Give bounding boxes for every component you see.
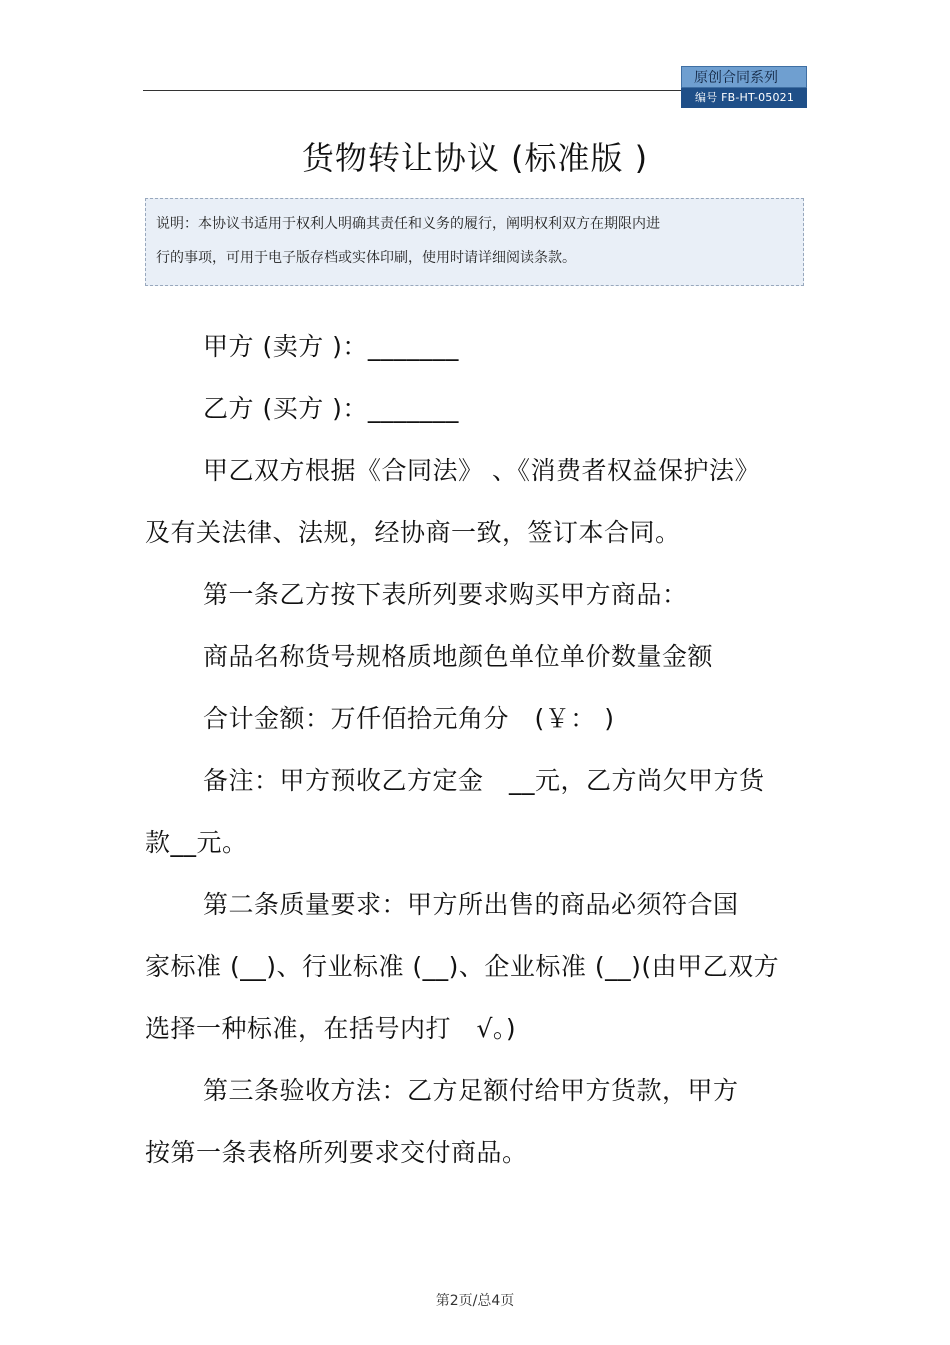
article-3-line-1: 第三条验收方法：乙方足额付给甲方货款，甲方	[203, 1076, 739, 1105]
goods-columns-line: 商品名称货号规格质地颜色单位单价数量金额	[203, 642, 714, 671]
document-title: 货物转让协议 (标准版 )	[301, 139, 649, 177]
remarks-line-2: 款__元。	[145, 828, 248, 857]
article-2-line-3: 选择一种标准，在括号内打 √。)	[145, 1014, 517, 1043]
total-amount-line: 合计金额：万仟佰拾元角分 (￥： )	[203, 704, 615, 733]
header-rule	[143, 90, 681, 91]
preamble-line-1: 甲乙双方根据《合同法》 、《消费者权益保护法》	[203, 456, 760, 485]
series-code: 编号 FB-HT-05021	[681, 88, 807, 108]
instruction-note	[145, 198, 804, 286]
series-badge	[681, 66, 807, 108]
note-line-2: 行的事项，可用于电子版存档或实体印刷，使用时请详细阅读条款。	[156, 250, 576, 266]
article-1-heading: 第一条乙方按下表所列要求购买甲方商品：	[203, 580, 688, 609]
article-2-line-2: 家标准 (__)、行业标准 (__)、企业标准 (__)(由甲乙双方	[145, 952, 780, 981]
remarks-line-1: 备注：甲方预收乙方定金 __元，乙方尚欠甲方货	[203, 766, 765, 795]
series-title: 原创合同系列	[681, 66, 807, 88]
page-number: 第2页/总4页	[435, 1293, 515, 1309]
contract-body	[145, 316, 805, 1184]
party-b-line: 乙方 (买方 )：_______	[203, 394, 459, 423]
note-line-1: 说明：本协议书适用于权利人明确其责任和义务的履行，阐明权利双方在期限内进	[156, 216, 660, 232]
article-2-line-1: 第二条质量要求：甲方所出售的商品必须符合国	[203, 890, 739, 919]
article-3-line-2: 按第一条表格所列要求交付商品。	[145, 1138, 528, 1167]
preamble-line-2: 及有关法律、法规，经协商一致，签订本合同。	[145, 518, 681, 547]
party-a-line: 甲方 (卖方 )：_______	[203, 332, 459, 361]
